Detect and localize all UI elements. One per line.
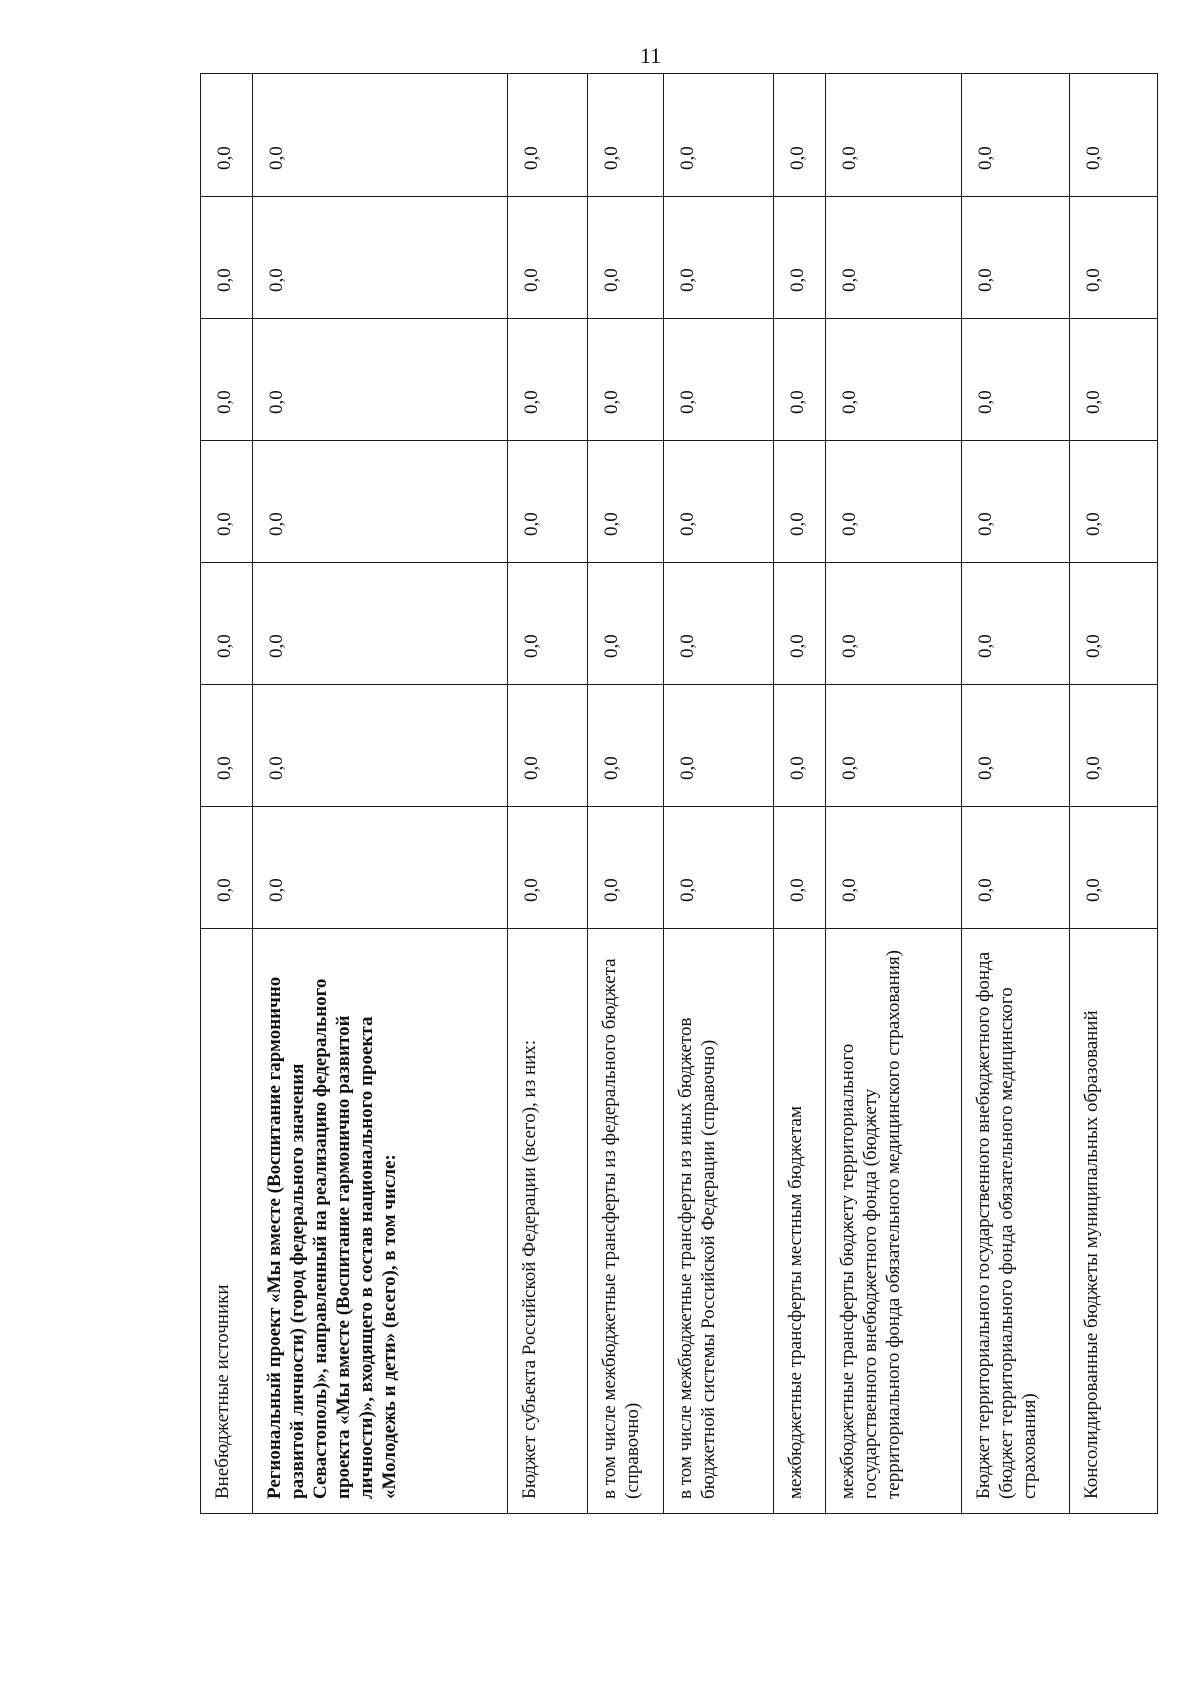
value-cell: 0,0: [588, 74, 664, 197]
value-cell: 0,0: [825, 74, 961, 197]
budget-table-frame: [200, 74, 1158, 1514]
value-cell: 0,0: [201, 563, 253, 685]
value-cell: 0,0: [201, 74, 253, 197]
value-cell: 0,0: [253, 197, 507, 319]
value-cell: 0,0: [663, 319, 773, 441]
value-cell: 0,0: [961, 807, 1069, 929]
value-cell: 0,0: [201, 807, 253, 929]
value-cell: 0,0: [253, 807, 507, 929]
value-cell: 0,0: [253, 74, 507, 197]
value-cell: 0,0: [774, 441, 825, 563]
value-cell: 0,0: [825, 563, 961, 685]
value-cell: 0,0: [253, 685, 507, 807]
value-cell: 0,0: [507, 563, 587, 685]
table-row: [774, 74, 825, 1514]
row-label: Консолидированные бюджеты муниципальных образований: [1069, 929, 1157, 1514]
value-cell: 0,0: [1069, 807, 1157, 929]
value-cell: 0,0: [1069, 319, 1157, 441]
value-cell: 0,0: [1069, 685, 1157, 807]
row-label: в том числе межбюджетные трансферты из федерального бюджета (справочно): [588, 929, 664, 1514]
value-cell: 0,0: [961, 74, 1069, 197]
value-cell: 0,0: [588, 197, 664, 319]
value-cell: 0,0: [588, 563, 664, 685]
value-cell: 0,0: [201, 685, 253, 807]
value-cell: 0,0: [253, 563, 507, 685]
row-label: Региональный проект «Мы вместе (Воспитание гармонично развитой личности) (город федерального значения Севастополь)», направленный на реализацию федерального проекта «Мы вместе (Воспитание гармонично развитой личности)», входящего в состав национального проекта «Молодежь и дети» (всего), в том числе:: [253, 929, 507, 1514]
value-cell: 0,0: [1069, 197, 1157, 319]
value-cell: 0,0: [961, 319, 1069, 441]
row-label: Бюджет территориального государственного внебюджетного фонда (бюджет территориального фонда обязательного медицинского страхования): [961, 929, 1069, 1514]
value-cell: 0,0: [774, 197, 825, 319]
value-cell: 0,0: [588, 319, 664, 441]
value-cell: 0,0: [663, 74, 773, 197]
value-cell: 0,0: [961, 441, 1069, 563]
value-cell: 0,0: [825, 441, 961, 563]
rotated-table-container: [200, 74, 1158, 1514]
value-cell: 0,0: [825, 807, 961, 929]
value-cell: 0,0: [507, 74, 587, 197]
value-cell: 0,0: [825, 319, 961, 441]
value-cell: 0,0: [253, 441, 507, 563]
table-row: [507, 74, 587, 1514]
value-cell: 0,0: [507, 319, 587, 441]
value-cell: 0,0: [774, 563, 825, 685]
table-row: [201, 74, 253, 1514]
page-number: 11: [640, 43, 662, 68]
value-cell: 0,0: [1069, 74, 1157, 197]
table-row: [1069, 74, 1157, 1514]
value-cell: 0,0: [507, 441, 587, 563]
row-label: Бюджет субъекта Российской Федерации (всего), из них:: [507, 929, 587, 1514]
budget-sources-table: [200, 73, 1158, 1514]
value-cell: 0,0: [774, 74, 825, 197]
value-cell: 0,0: [774, 685, 825, 807]
table-row: [253, 74, 507, 1514]
table-row: [588, 74, 664, 1514]
value-cell: 0,0: [961, 563, 1069, 685]
value-cell: 0,0: [961, 685, 1069, 807]
value-cell: 0,0: [201, 319, 253, 441]
table-row: [825, 74, 961, 1514]
row-label: в том числе межбюджетные трансферты из иных бюджетов бюджетной системы Российской Федерации (справочно): [663, 929, 773, 1514]
row-label: межбюджетные трансферты бюджету территориального государственного внебюджетного фонда (бюджету территориального фонда обязательного медицинского страхования): [825, 929, 961, 1514]
value-cell: 0,0: [663, 685, 773, 807]
value-cell: 0,0: [588, 807, 664, 929]
table-body: [201, 74, 1158, 1514]
value-cell: 0,0: [201, 441, 253, 563]
value-cell: 0,0: [507, 197, 587, 319]
value-cell: 0,0: [1069, 563, 1157, 685]
value-cell: 0,0: [507, 685, 587, 807]
value-cell: 0,0: [774, 807, 825, 929]
value-cell: 0,0: [1069, 441, 1157, 563]
value-cell: 0,0: [774, 319, 825, 441]
row-label: Внебюджетные источники: [201, 929, 253, 1514]
value-cell: 0,0: [663, 807, 773, 929]
value-cell: 0,0: [201, 197, 253, 319]
value-cell: 0,0: [663, 441, 773, 563]
value-cell: 0,0: [253, 319, 507, 441]
value-cell: 0,0: [663, 197, 773, 319]
value-cell: 0,0: [825, 197, 961, 319]
value-cell: 0,0: [961, 197, 1069, 319]
row-label: межбюджетные трансферты местным бюджетам: [774, 929, 825, 1514]
value-cell: 0,0: [663, 563, 773, 685]
value-cell: 0,0: [507, 807, 587, 929]
table-row: [961, 74, 1069, 1514]
value-cell: 0,0: [588, 685, 664, 807]
value-cell: 0,0: [825, 685, 961, 807]
value-cell: 0,0: [588, 441, 664, 563]
table-row: [663, 74, 773, 1514]
